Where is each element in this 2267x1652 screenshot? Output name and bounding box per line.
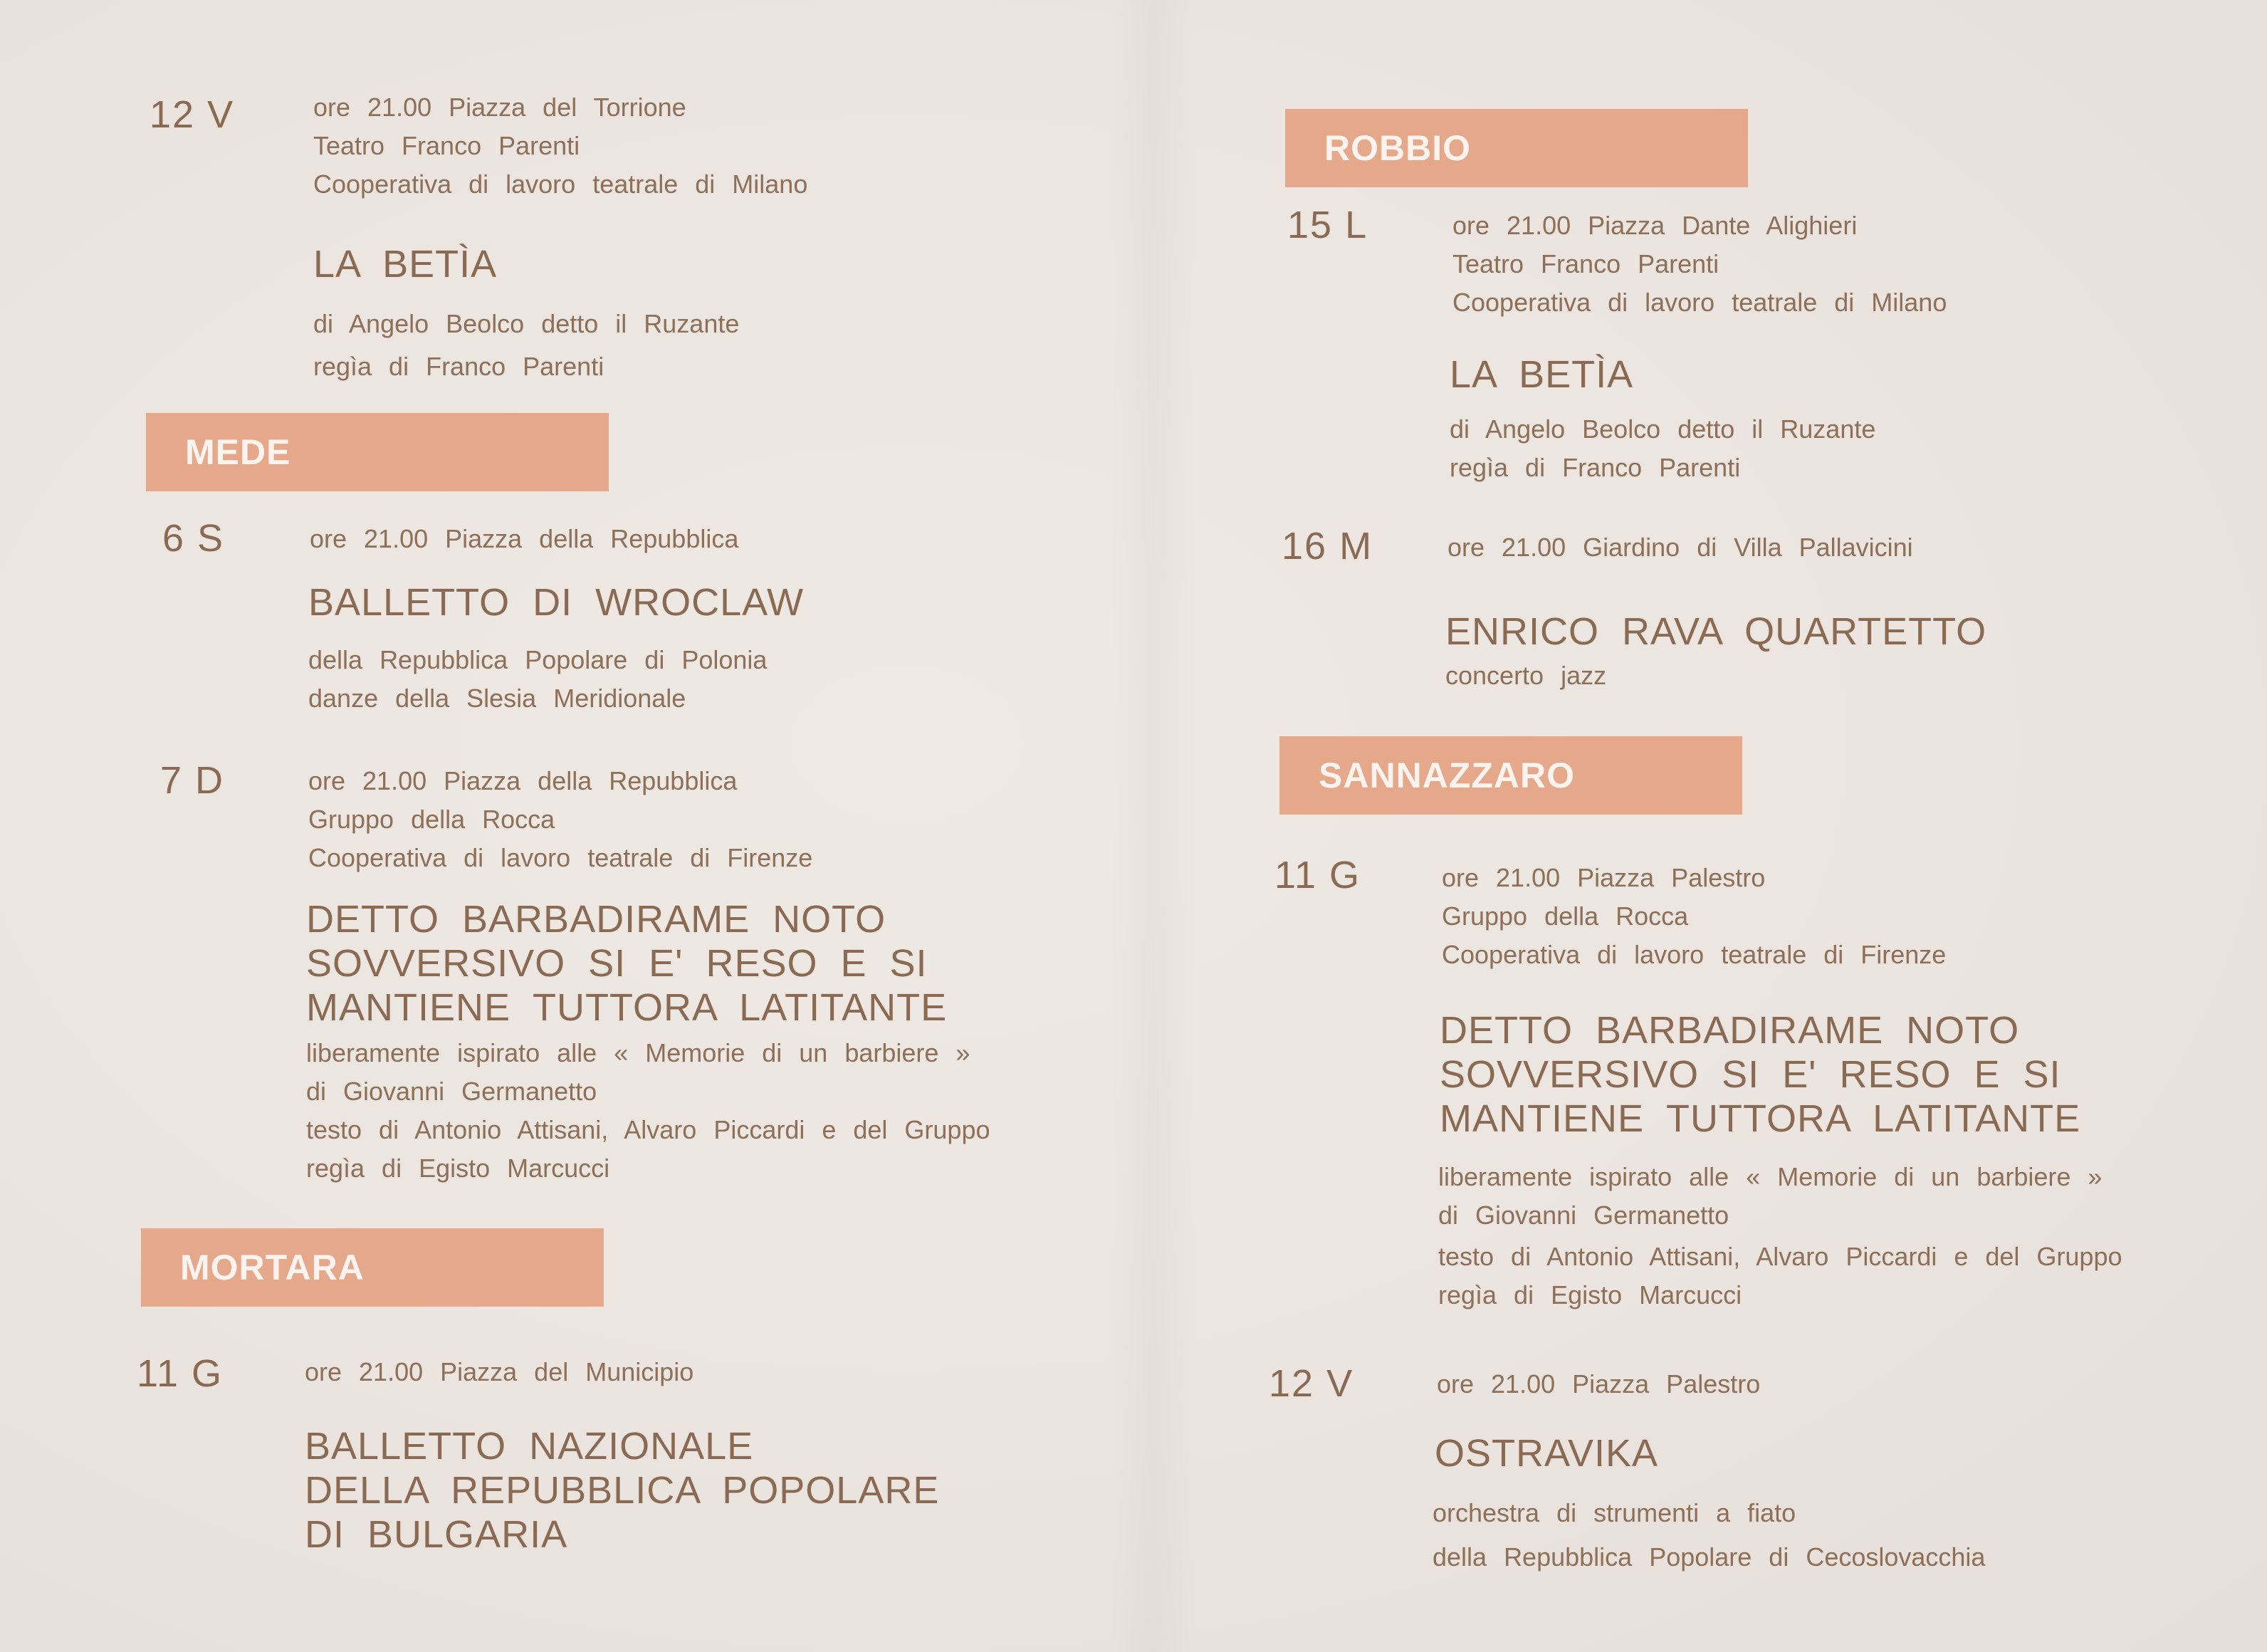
event-desc-line: della Repubblica Popolare di Polonia [308,645,768,674]
event-info-line: Cooperativa di lavoro teatrale di Firenze [308,843,813,872]
event-info-line: Cooperativa di lavoro teatrale di Milano [1452,288,1947,317]
event-info-line: ore 21.00 Piazza Dante Alighieri [1452,211,1858,240]
page-fold [1111,0,1196,1652]
event-info-line: ore 21.00 Giardino di Villa Pallavicini [1447,533,1913,562]
event-desc-line: orchestra di strumenti a fiato [1433,1498,1796,1527]
event-info-line: Cooperativa di lavoro teatrale di Firenze [1442,940,1947,969]
event-title [1435,1431,1658,1475]
event-title [1450,352,1633,397]
event-title-line: SOVVERSIVO SI E' RESO E SI [1440,1053,2061,1096]
event-title-line: DELLA REPUBBLICA POPOLARE [305,1469,940,1512]
town-banner-robbio: ROBBIO [1285,109,1748,187]
event-description [1445,657,1606,695]
event-info [310,520,738,558]
event-description [1433,1494,1985,1577]
event-info-line: ore 21.00 Piazza Palestro [1437,1369,1761,1399]
event-description [313,305,739,386]
event-info-line: Cooperativa di lavoro teatrale di Milano [313,169,808,199]
event-desc-line: di Angelo Beolco detto il Ruzante [1450,414,1876,444]
event-description [308,641,767,718]
event-description [1438,1158,2122,1314]
town-banner-sannazzaro: SANNAZZARO [1279,736,1742,815]
event-title-line: DETTO BARBADIRAME NOTO [1440,1009,2020,1052]
event-desc-line: regìa di Egisto Marcucci [306,1154,610,1183]
event-info [1437,1365,1760,1403]
event-title-line: SOVVERSIVO SI E' RESO E SI [306,942,928,985]
event-title [313,242,497,286]
event-title [1445,610,1986,654]
event-title-line: BALLETTO DI WROCLAW [308,581,805,624]
event-info-line: ore 21.00 Piazza del Torrione [313,93,686,122]
event-desc-line: di Giovanni Germanetto [1438,1201,1729,1230]
event-day: 6 S [162,517,225,560]
town-banner-mede: MEDE [146,413,609,491]
event-desc-line: testo di Antonio Attisani, Alvaro Piccardi e del Gruppo [1438,1242,2122,1271]
event-day: 11 G [137,1352,224,1395]
event-description [1450,410,1875,487]
event-title-line: DETTO BARBADIRAME NOTO [306,898,886,941]
event-title-line: OSTRAVIKA [1435,1432,1659,1475]
event-info-line: ore 21.00 Piazza Palestro [1442,863,1766,892]
event-info-line: ore 21.00 Piazza del Municipio [305,1357,694,1386]
event-info-line: Gruppo della Rocca [308,805,555,834]
event-desc-line: liberamente ispirato alle « Memorie di un barbiere » [306,1038,970,1067]
event-info [313,88,807,204]
event-desc-line: regìa di Franco Parenti [313,352,604,381]
event-desc-line: della Repubblica Popolare di Cecoslovacchia [1433,1542,1986,1572]
event-info-line: ore 21.00 Piazza della Repubblica [310,524,739,553]
event-day: 15 L [1287,204,1368,246]
event-title [308,580,804,624]
event-day: 12 V [1269,1362,1354,1405]
event-title-line: LA BETÌA [313,243,498,286]
event-desc-line: regìa di Franco Parenti [1450,453,1741,482]
event-desc-line: danze della Slesia Meridionale [308,684,686,713]
event-info [305,1353,693,1391]
event-info-line: ore 21.00 Piazza della Repubblica [308,766,738,795]
event-title [306,897,947,1030]
event-info-line: Teatro Franco Parenti [1452,249,1719,278]
event-desc-line: regìa di Egisto Marcucci [1438,1280,1742,1309]
event-desc-line: di Giovanni Germanetto [306,1077,597,1106]
event-description [306,1034,990,1188]
event-desc-line: concerto jazz [1445,661,1607,690]
event-title-line: ENRICO RAVA QUARTETTO [1445,610,1987,653]
event-day: 11 G [1274,854,1361,896]
event-day: 16 M [1282,525,1373,568]
event-info [308,762,812,877]
event-title [305,1424,939,1557]
event-title-line: MANTIENE TUTTORA LATITANTE [306,986,948,1029]
event-info-line: Teatro Franco Parenti [313,131,580,160]
town-banner-mortara: MORTARA [141,1228,604,1307]
event-info [1442,859,1946,974]
event-info-line: Gruppo della Rocca [1442,901,1689,931]
event-title-line: MANTIENE TUTTORA LATITANTE [1440,1097,2081,1140]
event-info [1447,528,1913,567]
event-day: 7 D [160,759,225,802]
event-title-line: DI BULGARIA [305,1513,568,1556]
event-title [1440,1008,2080,1141]
event-title-line: BALLETTO NAZIONALE [305,1425,754,1468]
event-day: 12 V [150,93,235,136]
event-info [1452,206,1947,322]
event-desc-line: testo di Antonio Attisani, Alvaro Piccardi e del Gruppo [306,1115,990,1144]
event-title-line: LA BETÌA [1450,353,1634,396]
event-desc-line: di Angelo Beolco detto il Ruzante [313,309,740,338]
event-desc-line: liberamente ispirato alle « Memorie di un barbiere » [1438,1162,2103,1191]
